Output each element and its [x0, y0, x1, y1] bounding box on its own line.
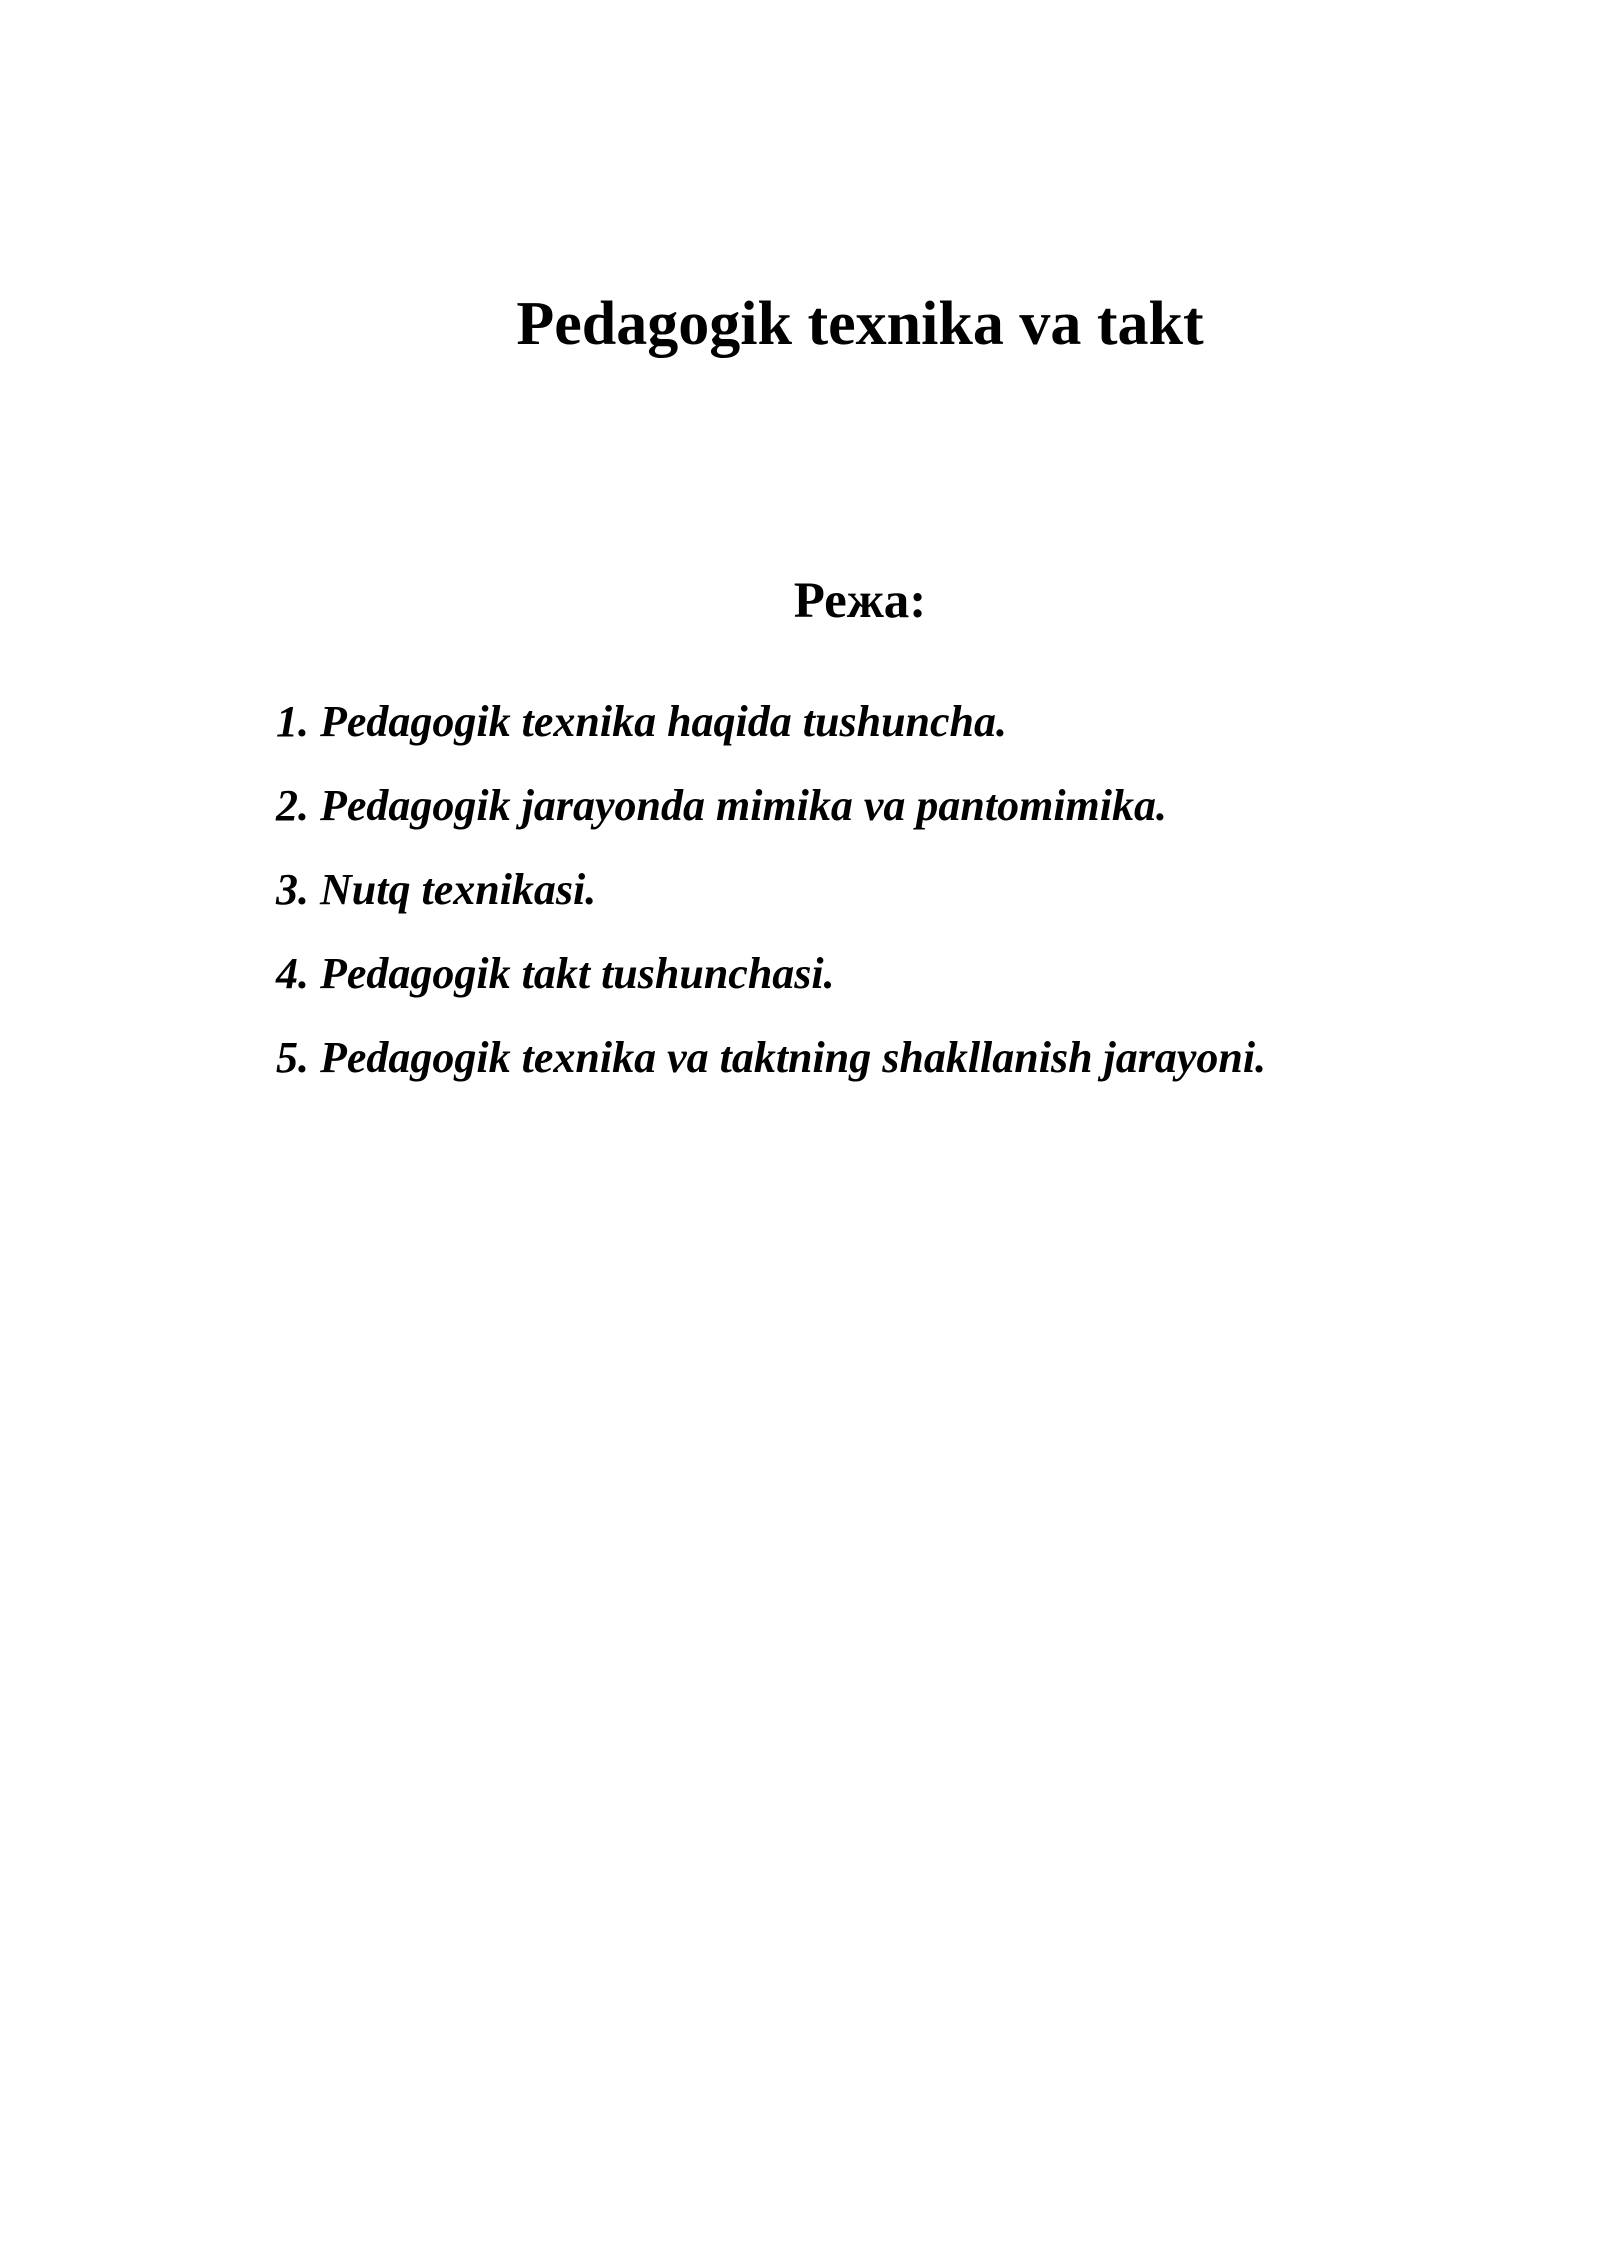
document-title: Pedagogik texnika va takt — [516, 290, 1204, 358]
plan-list — [276, 680, 1266, 1100]
plan-item-5: 5. Pedagogik texnika va taktning shakllanish jarayoni. — [276, 1033, 1267, 1082]
plan-item-2: 2. Pedagogik jarayonda mimika va pantomimika. — [276, 781, 1167, 830]
plan-item-1: 1. Pedagogik texnika haqida tushuncha. — [276, 697, 1008, 746]
plan-heading: Режа: — [793, 573, 927, 629]
plan-item-4: 4. Pedagogik takt tushunchasi. — [276, 949, 835, 998]
plan-item-3: 3. Nutq texnikasi. — [276, 865, 597, 914]
